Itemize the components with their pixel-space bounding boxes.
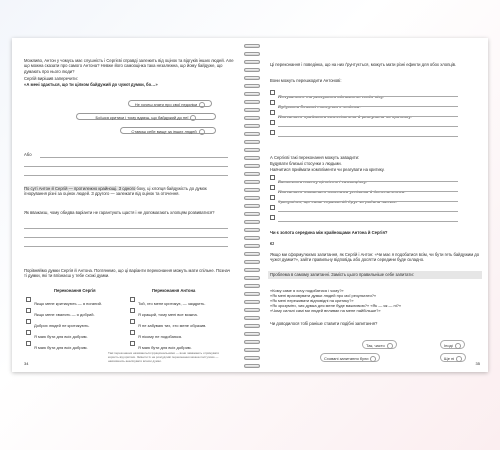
belief-a-3: Добрих людей не критикують. [34,323,90,328]
sergii-question-1: Сергій вирішив заперечити: [24,76,78,81]
belief-a-1: Якщо мене критикують — я поганий. [34,301,102,306]
answer-line[interactable] [278,201,458,202]
checkbox[interactable] [130,341,135,346]
answer-line[interactable] [24,246,228,247]
checkbox[interactable] [26,330,31,335]
reframe-question-5: «Чому сильні самі ми людей впливає на мене найбільше?» [270,308,381,313]
option-bubble-1[interactable]: Не хочеш знати про свої недоліки [128,100,212,107]
notebook-spread [12,38,488,372]
right-paragraph-4: Якщо ми сформулюємо запитання, як Сергій і Антон: «Чи має я подобатися всім, чи бути геть байдужим до чужої думки?», зайти правильну відповідь або досягти середини буде складно. [270,252,480,263]
left-page [12,38,244,372]
checkbox[interactable] [270,90,275,95]
answer-pill-often[interactable]: Так, часто [362,340,397,349]
checkbox[interactable] [130,319,135,324]
answer-line[interactable] [40,157,228,158]
right-paragraph-2b: Будувати близькі стосунки з людьми. [270,161,342,166]
checkbox[interactable] [270,110,275,115]
footnote: Такі переконання називаються ірраціональними — вони заважають отримувати користь від критики. Змінити їх на розсудливі переконання можна поступово — навчившись аналізувати власні думки. [108,351,220,363]
checkbox[interactable] [270,175,275,180]
answer-line[interactable] [278,116,458,117]
right-question-3: Чи є золота середина між крайнощами Антона й Сергія? [270,230,388,235]
checkbox[interactable] [130,330,135,335]
right-question-1: Вони можуть перешкодити Антонові: [270,78,342,83]
sergii-question-2: «А мені здається, що ти цілком байдужий до чужої думки, бо…» [24,82,158,87]
question-2: Як вважаєш, чому обидва варіанти не гарантують щастя і не допомагають хлопцям розвиватися? [24,210,215,215]
column-b-title: Переконання Антона [152,288,196,293]
reframe-question-4: «Як зрозуміти, чия думка для мене буде важливою?» «Як — як — ні?» [270,303,402,308]
right-question-5: Чи доводилося тобі раніше ставити подібні запитання? [270,321,378,326]
shaded-paragraph: По суті Антон й Сергій — протилежно крайнощі. З одного боку, ці хлопця байдужість до думок ігнорування різні за оцінок людей. З другого — залежати від оцінок та оточення. [24,186,207,197]
answer-line[interactable] [24,166,228,167]
handwritten-check-3: Навчитися приймати компліменти й реагувати на критику. [278,114,412,119]
page-number-right: 35 [475,361,480,366]
answer-line[interactable] [24,228,228,229]
right-paragraph-2a: А Сергієві такі переконання можуть завадити: [270,155,360,160]
radio-icon [190,115,196,121]
checkbox[interactable] [270,100,275,105]
checkbox[interactable] [26,319,31,324]
handwritten-check-6: Зрозуміти, що лише справжній друг чи родина навчає. [278,199,398,204]
belief-b-4: Я нікому не подобаюся. [138,334,183,339]
checkbox[interactable] [26,297,31,302]
handwritten-check-1: Почуватися та реагувати адекватно своїм віку. [278,94,385,99]
yes-answer: Є! [270,241,275,246]
radio-icon [370,356,376,362]
answer-line[interactable] [278,211,458,212]
answer-line[interactable] [278,181,458,182]
answer-line[interactable] [278,96,458,97]
answer-line[interactable] [24,175,228,176]
compare-paragraph: Порівняймо думки Сергія й Антона. Поглянемо, що ці варіанти переконання можуть мати спільне. Познач ті думки, які ти впізнаєш у тебе схожі думки. [24,268,230,279]
checkbox[interactable] [270,120,275,125]
checkbox[interactable] [270,215,275,220]
reframe-question-1: «Кому саме я хочу подобатися і чому?» [270,288,344,293]
answer-pill-sometimes[interactable]: Іноді [440,340,465,349]
belief-b-5: Я маю бути для всіх добрим. [138,345,192,350]
checkbox[interactable] [130,297,135,302]
answer-pill-hidden[interactable]: Сховані запитання були [320,353,380,362]
answer-pill-not-yet[interactable]: Ще ні [440,353,466,362]
column-a-title: Переконання Сергія [54,288,96,293]
checkbox[interactable] [270,130,275,135]
problem-statement: Проблема в самому запитанні. Замість цього правильніше себе запитати: [270,272,414,277]
radio-icon [387,343,393,349]
answer-line[interactable] [24,237,228,238]
belief-b-3: Я не забуваю тих, хто мене образив. [138,323,207,328]
belief-a-4: Я маю бути для всіх добрим. [34,334,88,339]
answer-line[interactable] [278,126,458,127]
checkbox[interactable] [270,185,275,190]
reframe-question-2: «Як мені враховувати думки людей про мої результати?» [270,293,377,298]
right-paragraph-2c: Навчитися приймати компліменти чи реагувати на критику. [270,167,385,172]
belief-b-1: Той, хто мене критикує, — заздрить. [138,301,206,306]
left-intro: Можливо, Антон у чомусь має слушність і Сергієві справді залежить від оцінок та відгуків інших людей. Але що можна сказати про самого Антона? Невже його самооцінка така незалежна, що йому байдуже, що думають про нього люди? [24,58,234,74]
radio-icon [456,356,462,362]
checkbox[interactable] [270,195,275,200]
option-bubble-3[interactable]: Ставиш себе вище за інших людей [120,127,216,134]
handwritten-check-2: Будувати близькі стосунки з людьми. [278,104,361,109]
radio-icon [199,102,205,108]
answer-line[interactable] [278,191,458,192]
checkbox[interactable] [26,341,31,346]
radio-icon [455,343,461,349]
spiral-binding [244,38,260,372]
answer-line[interactable] [278,106,458,107]
right-intro: Ці переконання і поведінка, що на них ґрунтується, можуть мати різні ефекти для обох хлопців. [270,62,457,67]
handwritten-check-4: Визначити власну цінність і самооцінку. [278,179,368,184]
belief-b-2: Я кращий, тому мені все можна. [138,312,198,317]
answer-line[interactable] [278,136,458,137]
option-bubble-2[interactable]: Боїшся критики і тому вдаєш, що байдужий до неї [76,113,216,120]
or-label: Або [24,152,32,157]
answer-line[interactable] [278,221,458,222]
reframe-question-3: «Як мені переживати відповідні на критику?» [270,298,354,303]
radio-icon [199,129,205,135]
checkbox[interactable] [130,308,135,313]
belief-a-5: Я маю бути для всіх добрим. [34,345,88,350]
belief-a-2: Якщо мене хвалять — я добрий. [34,312,95,317]
checkbox[interactable] [26,308,31,313]
right-page [260,38,488,372]
checkbox[interactable] [270,205,275,210]
handwritten-check-5: Навчитися пишатися власними успіхами й досягненнями. [278,189,406,194]
page-number-left: 34 [24,361,29,366]
